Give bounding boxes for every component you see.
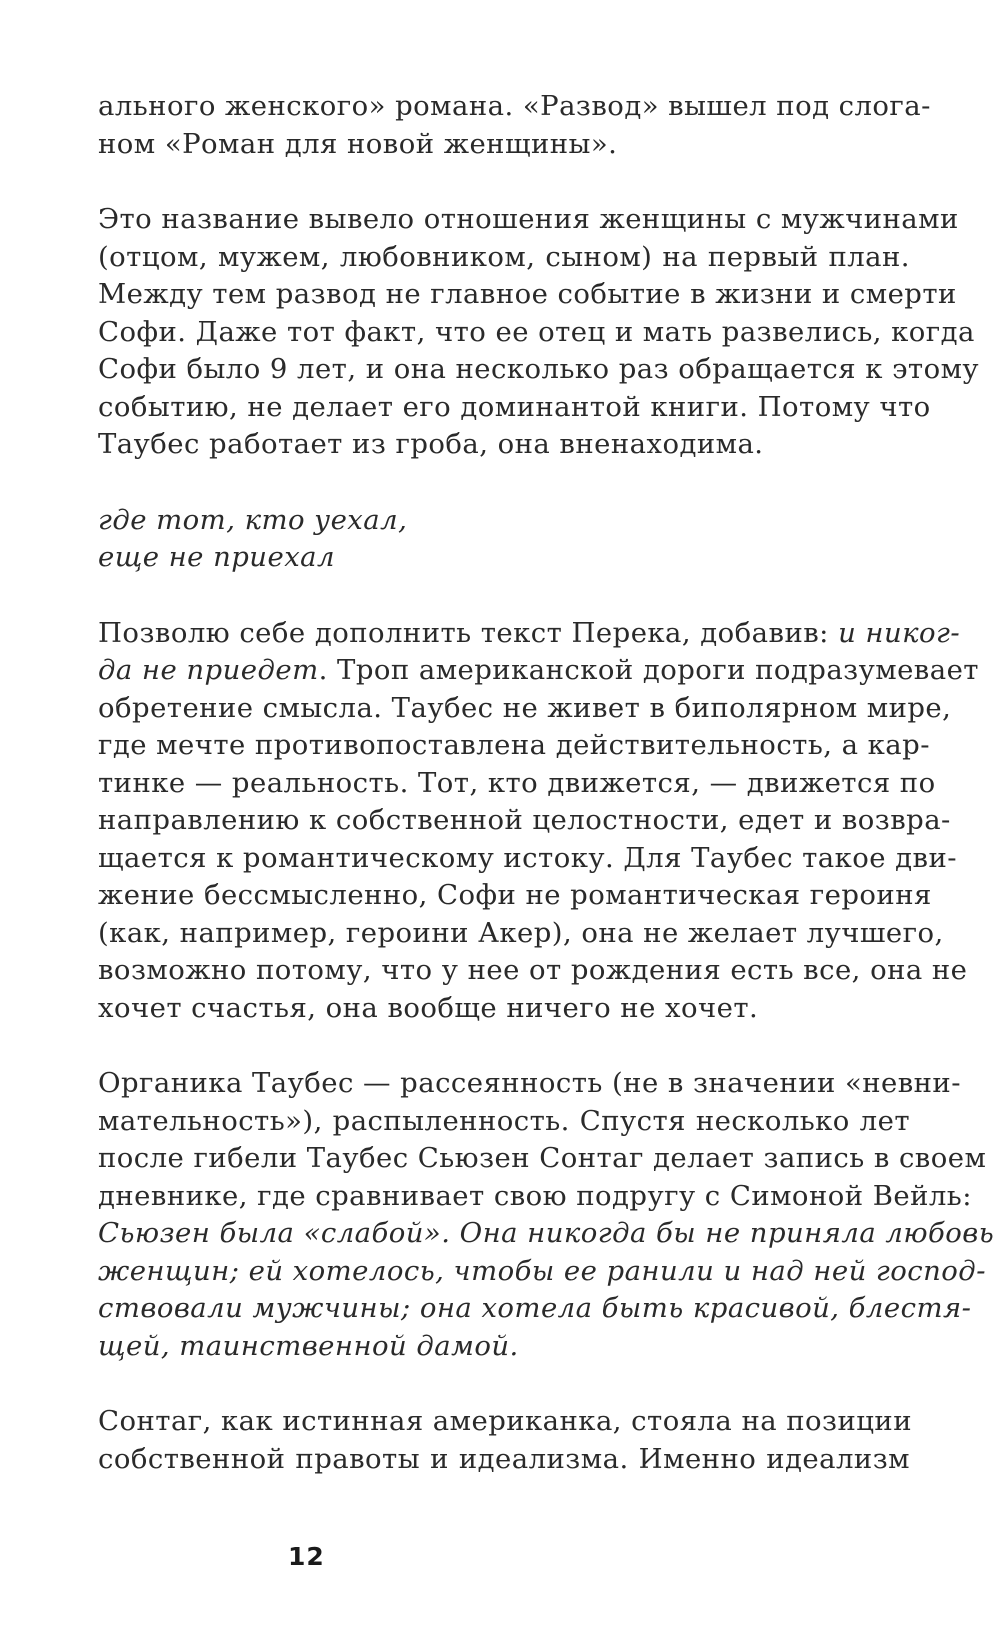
- text-line: Органика Таубес — рассеянность (не в значении «невни-: [98, 1067, 961, 1099]
- text-italic: и никог-: [838, 616, 961, 649]
- text-line: жение бессмысленно, Софи не романтическая героиня: [98, 879, 932, 911]
- text-line: ального женского» романа. «Развод» вышел под слога-: [98, 90, 931, 122]
- text-line: собственной правоты и идеализма. Именно идеализм: [98, 1442, 910, 1475]
- quote-line: где тот, кто уехал,: [98, 503, 408, 536]
- paragraph-4: [98, 1065, 995, 1365]
- text-line: [98, 652, 979, 690]
- text-line: (как, например, героини Акер), она не желает лучшего,: [98, 916, 944, 949]
- quote-line: еще не приехал: [98, 541, 335, 573]
- paragraph-3: [98, 615, 979, 1028]
- italic-line: ствовали мужчины; она хотела быть красивой, блестя-: [98, 1292, 972, 1324]
- text-line: возможно потому, что у нее от рождения есть все, она не: [98, 954, 968, 986]
- text-line: [98, 615, 961, 653]
- page-number: 12: [288, 1542, 325, 1571]
- text-line: Это название вывело отношения женщины с мужчинами: [98, 203, 959, 235]
- quote-block: [98, 502, 910, 577]
- paragraph-2: [98, 201, 980, 464]
- text-line: Сонтаг, как истинная американка, стояла на позиции: [98, 1405, 912, 1437]
- paragraph-gap: [98, 464, 910, 502]
- text-line: (отцом, мужем, любовником, сыном) на первый план.: [98, 240, 910, 273]
- paragraph-gap: [98, 1365, 910, 1403]
- text-italic: да не приедет: [98, 654, 319, 686]
- paragraph-gap: [98, 1027, 910, 1065]
- text-line: где мечте противопоставлена действительность, а кар-: [98, 729, 930, 761]
- text-line: дневнике, где сравнивает свою подругу с Симоной Вейль:: [98, 1179, 972, 1212]
- text-line: Софи. Даже тот факт, что ее отец и мать развелись, когда: [98, 315, 975, 348]
- italic-line: Сьюзен была «слабой». Она никогда бы не приняла любовь: [98, 1217, 995, 1249]
- text-line: после гибели Таубес Сьюзен Сонтаг делает запись в своем: [98, 1142, 987, 1174]
- text-line: хочет счастья, она вообще ничего не хочет.: [98, 991, 759, 1024]
- text-line: Софи было 9 лет, и она несколько раз обращается к этому: [98, 353, 980, 385]
- text-line: мательность»), распыленность. Спустя несколько лет: [98, 1104, 910, 1137]
- paragraph-gap: [98, 163, 910, 201]
- italic-line: женщин; ей хотелось, чтобы ее ранили и над ней господ-: [98, 1254, 986, 1287]
- text-normal: Позволю себе дополнить текст Перека, добавив:: [98, 616, 839, 649]
- text-line: событию, не делает его доминантой книги. Потому что: [98, 390, 931, 423]
- paragraph-1: [98, 88, 931, 163]
- text-line: направлению к собственной целостности, едет и возвра-: [98, 804, 951, 836]
- text-line: щается к романтическому истоку. Для Таубес такое дви-: [98, 841, 958, 874]
- text-line: обретение смысла. Таубес не живет в биполярном мире,: [98, 691, 952, 724]
- paragraph-5: [98, 1403, 910, 1478]
- text-line: тинке — реальность. Тот, кто движется, — движется по: [98, 766, 936, 799]
- page-body: [98, 88, 995, 1478]
- italic-line: щей, таинственной дамой.: [98, 1329, 519, 1362]
- text-line: Между тем развод не главное событие в жизни и смерти: [98, 278, 957, 310]
- text-line: ном «Роман для новой женщины».: [98, 127, 618, 160]
- paragraph-gap: [98, 577, 910, 615]
- text-line: Таубес работает из гроба, она вненаходима.: [98, 428, 764, 460]
- text-normal: . Троп американской дороги подразумевает: [318, 654, 979, 686]
